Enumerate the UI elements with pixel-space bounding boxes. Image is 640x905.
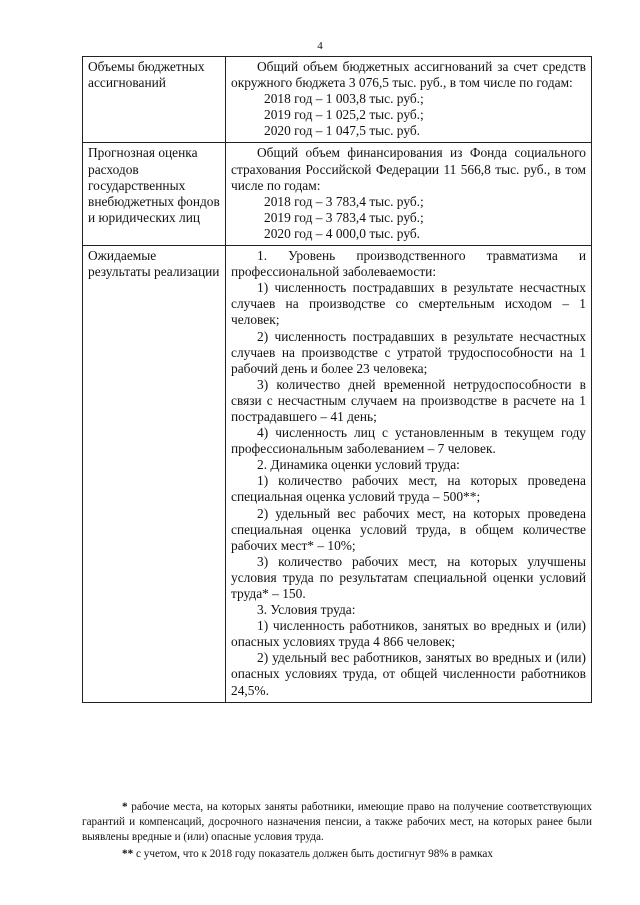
content-paragraph: 1) численность пострадавших в результате несчастных случаев на производстве со смертельным исходом – 1 человек; (231, 280, 586, 328)
footnote-text: с учетом, что к 2018 году показатель должен быть достигнут 98% в рамках (133, 848, 493, 860)
passport-table (82, 56, 592, 703)
content-paragraph: 2) удельный вес работников, занятых во вредных и (или) опасных условиях труда, от общей численности работников 24,5%. (231, 650, 586, 698)
year-line: 2019 год – 3 783,4 тыс. руб.; (264, 209, 424, 225)
row-content (226, 246, 592, 703)
table-row (83, 57, 592, 143)
footnote (82, 847, 592, 862)
content-paragraph: Общий объем финансирования из Фонда социального страхования Российской Федерации 11 566,8 тыс. руб., в том числе по годам: (231, 145, 586, 193)
content-paragraph: 1. Уровень производственного травматизма и профессиональной заболеваемости: (231, 248, 586, 280)
table-row (83, 246, 592, 703)
year-line: 2019 год – 1 025,2 тыс. руб.; (264, 107, 424, 123)
content-paragraph: 4) численность лиц с установленным в текущем году профессиональным заболеванием – 7 человек. (231, 425, 586, 457)
content-paragraph: 1) количество рабочих мест, на которых проведена специальная оценка условий труда – 500**; (231, 473, 586, 505)
row-label: Прогнозная оценка расходов государственных внебюджетных фондов и юридических лиц (83, 143, 226, 246)
year-line: 2020 год – 4 000,0 тыс. руб. (264, 225, 421, 241)
content-paragraph: 2. Динамика оценки условий труда: (257, 457, 460, 473)
content-paragraph: Общий объем бюджетных ассигнований за счет средств окружного бюджета 3 076,5 тыс. руб., в том числе по годам: (231, 59, 586, 91)
row-content (226, 143, 592, 246)
row-content (226, 57, 592, 143)
content-paragraph: 3) количество рабочих мест, на которых улучшены условия труда по результатам специальной оценки условий труда* – 150. (231, 553, 586, 601)
year-line: 2018 год – 3 783,4 тыс. руб.; (264, 193, 424, 209)
footnote (82, 800, 592, 845)
content-paragraph: 3. Условия труда: (257, 602, 356, 618)
content-paragraph: 1) численность работников, занятых во вредных и (или) опасных условиях труда 4 866 человек; (231, 618, 586, 650)
content-paragraph: 2) удельный вес рабочих мест, на которых проведена специальная оценка условий труда, в общем количестве рабочих мест* – 10%; (231, 505, 586, 553)
year-line: 2018 год – 1 003,8 тыс. руб.; (264, 91, 424, 107)
year-line: 2020 год – 1 047,5 тыс. руб. (264, 123, 421, 139)
table-row (83, 143, 592, 246)
row-label: Ожидаемые результаты реализации (83, 246, 226, 703)
footnote-mark: * (122, 801, 128, 813)
footnote-text: рабочие места, на которых заняты работники, имеющие право на получение соответствующих гарантий и компенсаций, досрочного назначения пенсии, а также рабочих мест, на которых ранее были выявлены вредные и (или) опасные условия труда. (82, 801, 592, 843)
content-paragraph: 3) количество дней временной нетрудоспособности в связи с несчастным случаем на производстве в расчете на 1 пострадавшего – 41 день; (231, 376, 586, 424)
row-label: Объемы бюджетных ассигнований (83, 57, 226, 143)
content-paragraph: 2) численность пострадавших в результате несчастных случаев на производстве с утратой трудоспособности на 1 рабочий день и более 23 человека; (231, 328, 586, 376)
footnote-mark: ** (122, 848, 134, 860)
page-number: 4 (317, 40, 323, 52)
